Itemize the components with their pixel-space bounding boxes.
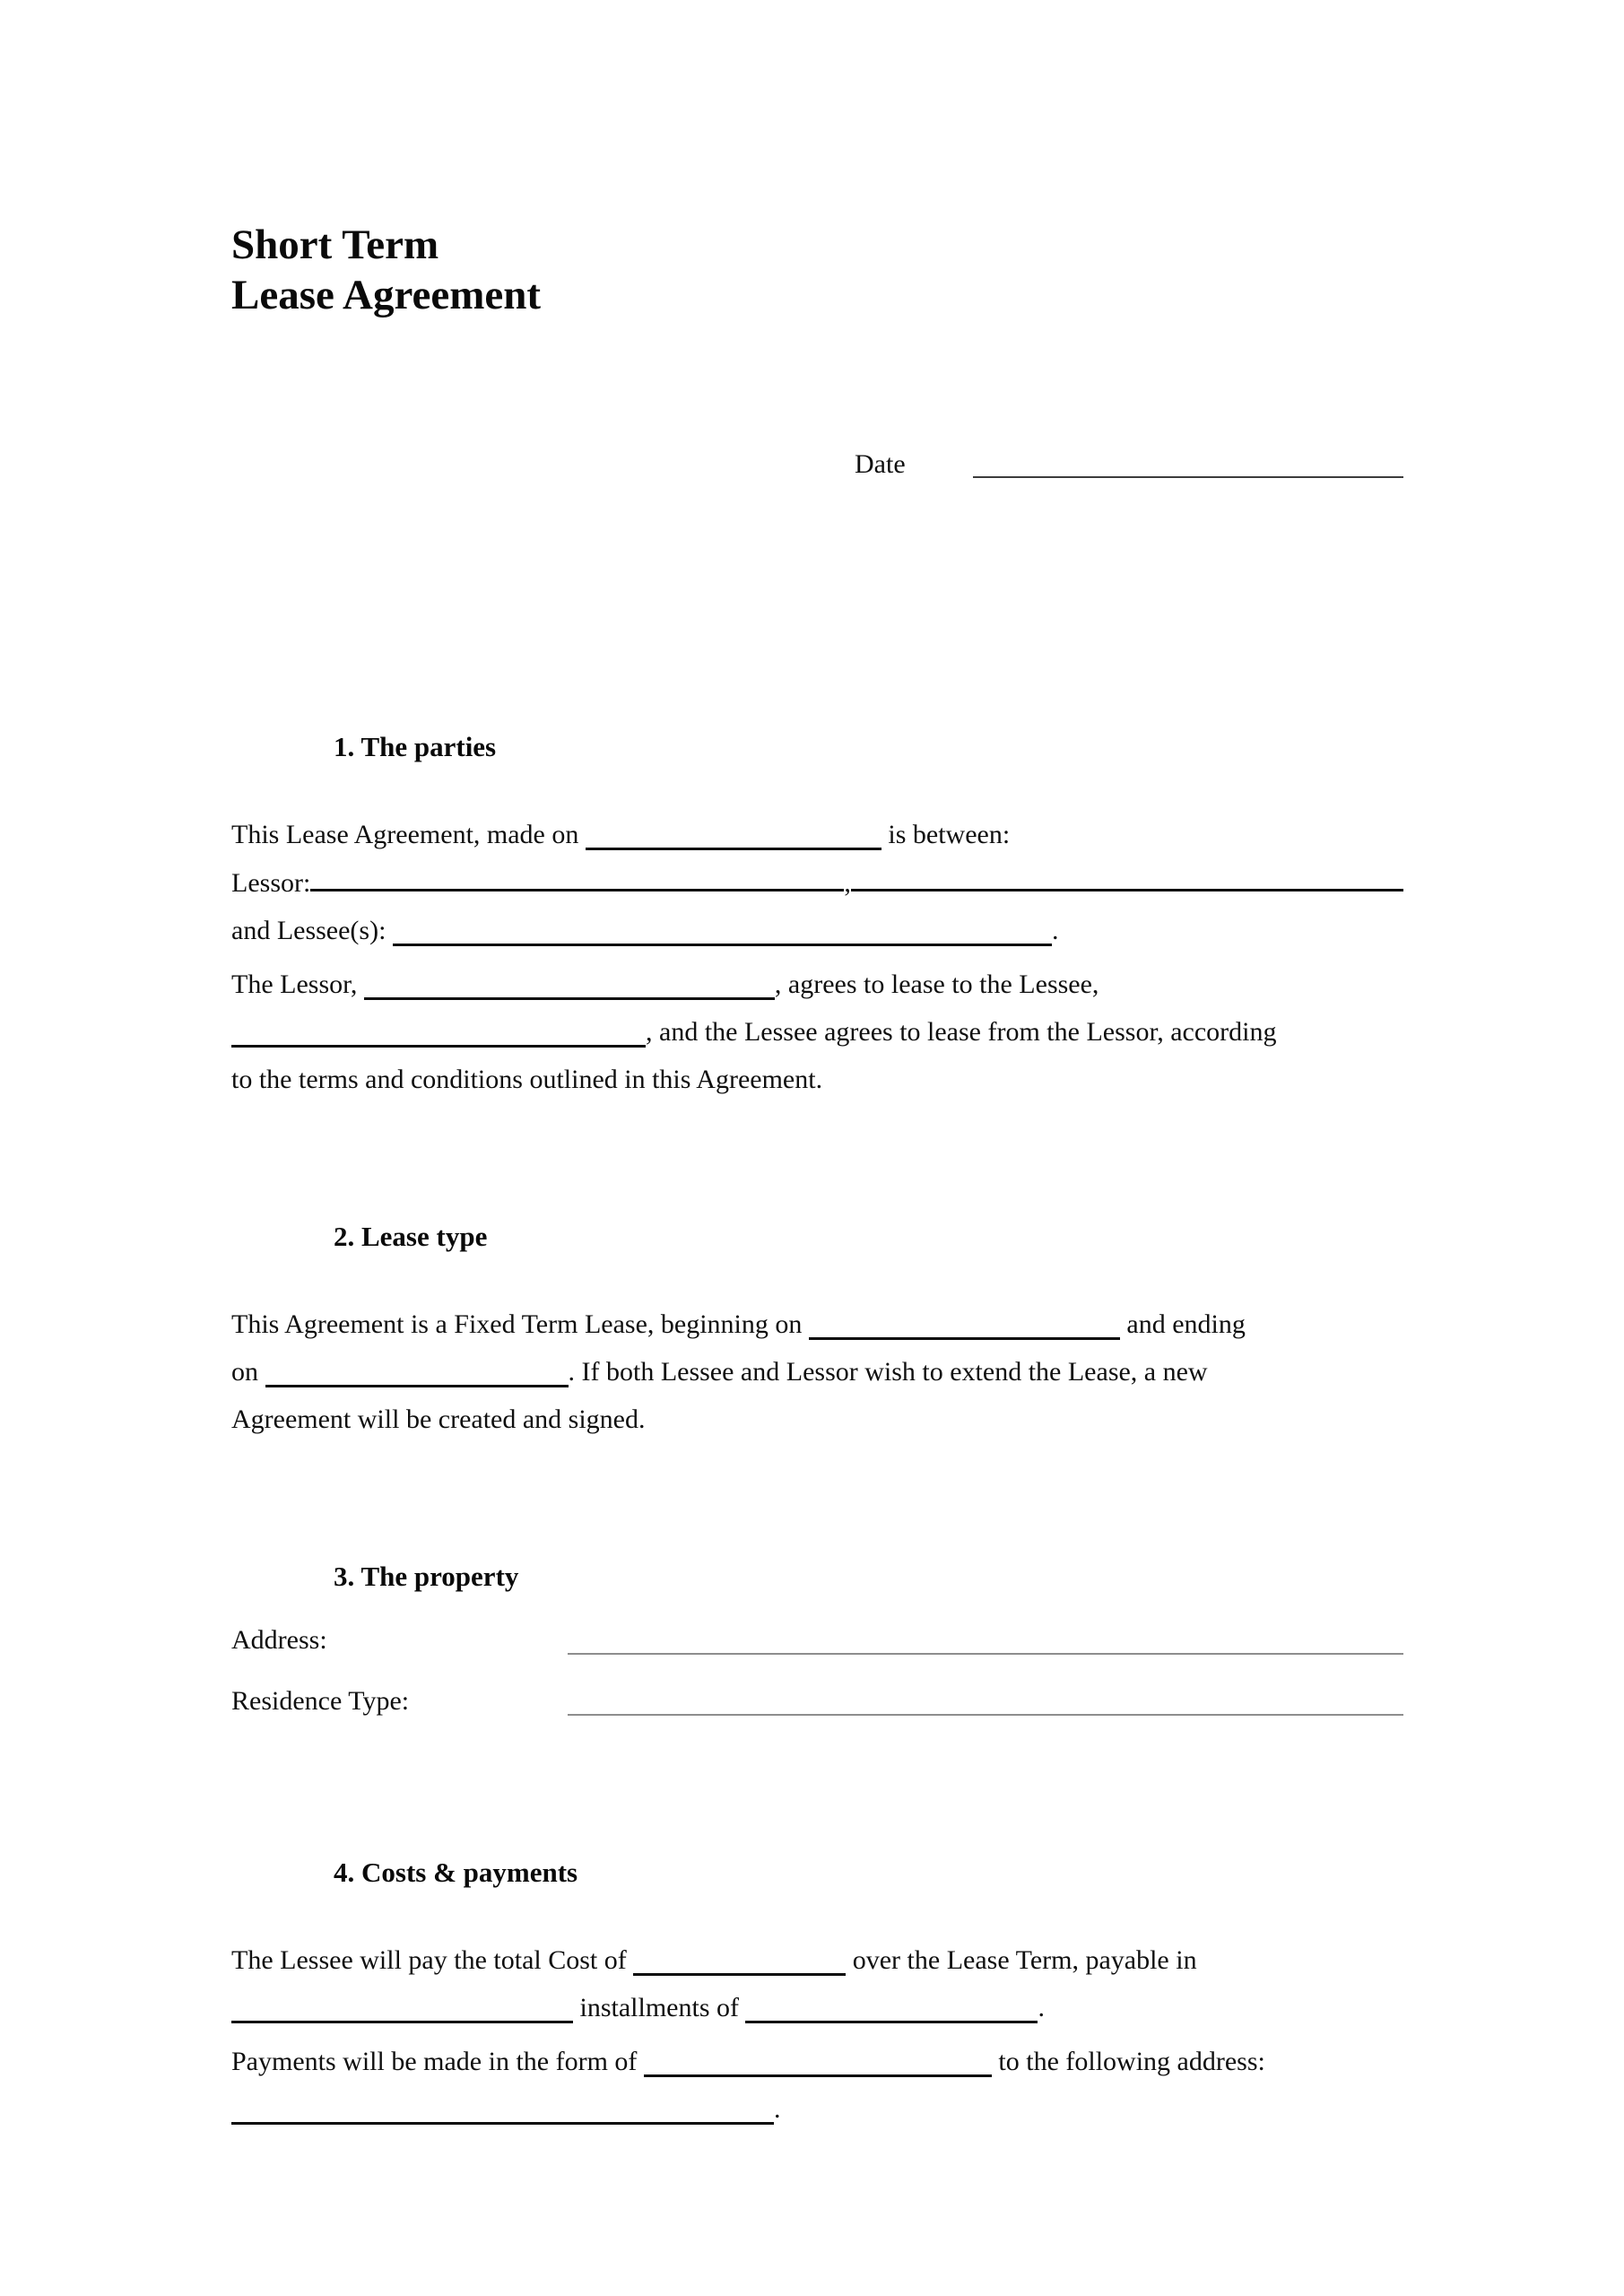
costs-paragraph-2 [231, 2038, 1403, 2133]
lease-type-text-mid: and ending [1119, 1309, 1246, 1339]
section-lease-type [231, 1220, 1403, 1443]
costs-line-1 [231, 1936, 1403, 1984]
residence-type-row [231, 1682, 1403, 1721]
section-property-heading: 3. The property [334, 1561, 519, 1592]
section-costs-heading: 4. Costs & payments [334, 1857, 578, 1888]
lease-text-end: to the terms and conditions outlined in this Agreement. [231, 1065, 823, 1094]
lease-to-line-3 [231, 1056, 1403, 1103]
lessee-text-pre: and Lessee(s): [231, 916, 393, 945]
lease-to-line-1 [231, 961, 1403, 1008]
section-property [231, 1560, 1403, 1721]
address-label: Address: [231, 1625, 327, 1655]
lease-type-text-on: on [231, 1357, 265, 1387]
lease-type-text-post: . If both Lessee and Lessor wish to extend the Lease, a new [568, 1357, 1208, 1387]
blank-payment-address[interactable] [231, 2095, 774, 2125]
costs-period-1: . [1038, 1993, 1045, 2022]
blank-lessor-name-2[interactable] [851, 858, 1403, 891]
date-row [231, 446, 1403, 483]
blank-agreement-date[interactable] [586, 821, 881, 850]
lease-to-line-2 [231, 1008, 1403, 1056]
lease-text-mid: , agrees to lease to the Lessee, [774, 970, 1099, 999]
made-on-line [231, 811, 1403, 858]
blank-lease-end-date[interactable] [265, 1358, 569, 1387]
date-label: Date [855, 449, 906, 479]
lease-text-pre: The Lessor, [231, 970, 364, 999]
lease-type-line-2 [231, 1348, 1403, 1396]
costs-paragraph-1 [231, 1936, 1403, 2031]
parties-paragraph-2 [231, 961, 1403, 1103]
lessee-line [231, 907, 1403, 954]
section-lease-type-heading: 2. Lease type [334, 1221, 488, 1252]
made-on-text-post: is between: [881, 820, 1011, 849]
lessee-period: . [1051, 916, 1059, 945]
lease-type-line-1 [231, 1300, 1403, 1348]
blank-lessor-name[interactable] [364, 970, 775, 1000]
lease-text-mid2: , and the Lessee agrees to lease from the Lessor, according [646, 1017, 1277, 1047]
blank-lessee-names[interactable] [393, 917, 1052, 946]
blank-lease-start-date[interactable] [809, 1310, 1120, 1340]
lessor-label: Lessor: [231, 868, 311, 898]
costs-text-pre: The Lessee will pay the total Cost of [231, 1945, 634, 1975]
payments-line-1 [231, 2038, 1403, 2085]
blank-lessor-name-1[interactable] [310, 862, 844, 891]
section-costs [231, 1856, 1403, 2133]
address-fill-line[interactable] [568, 1653, 1403, 1655]
blank-total-cost[interactable] [633, 1946, 846, 1976]
residence-type-fill-line[interactable] [568, 1714, 1403, 1716]
costs-text-mid: over the Lease Term, payable in [846, 1945, 1197, 1975]
section-parties [231, 730, 1403, 1103]
blank-lessee-name[interactable] [231, 1018, 646, 1048]
residence-type-label: Residence Type: [231, 1686, 410, 1716]
payments-text-mid: to the following address: [991, 2047, 1265, 2076]
title-line-2: Lease Agreement [231, 272, 541, 318]
lease-type-text-end: Agreement will be created and signed. [231, 1405, 646, 1434]
section-parties-heading: 1. The parties [334, 731, 497, 762]
payments-line-2 [231, 2085, 1403, 2133]
lessor-line [231, 858, 1403, 907]
blank-installment-amount[interactable] [745, 1994, 1038, 2023]
document-title [231, 220, 1403, 320]
costs-line-2 [231, 1984, 1403, 2031]
blank-payment-method[interactable] [644, 2048, 992, 2077]
parties-paragraph-1 [231, 811, 1403, 954]
address-row [231, 1621, 1403, 1660]
made-on-text-pre: This Lease Agreement, made on [231, 820, 586, 849]
lessor-comma: , [844, 868, 851, 898]
date-fill-line[interactable] [973, 476, 1403, 478]
blank-installment-count[interactable] [231, 1994, 573, 2023]
payments-text-pre: Payments will be made in the form of [231, 2047, 644, 2076]
costs-text-installments: installments of [573, 1993, 746, 2022]
lease-type-text-pre: This Agreement is a Fixed Term Lease, beginning on [231, 1309, 809, 1339]
lease-type-line-3 [231, 1396, 1403, 1443]
title-line-1: Short Term [231, 222, 439, 268]
lease-type-paragraph [231, 1300, 1403, 1443]
payments-period: . [774, 2094, 781, 2124]
